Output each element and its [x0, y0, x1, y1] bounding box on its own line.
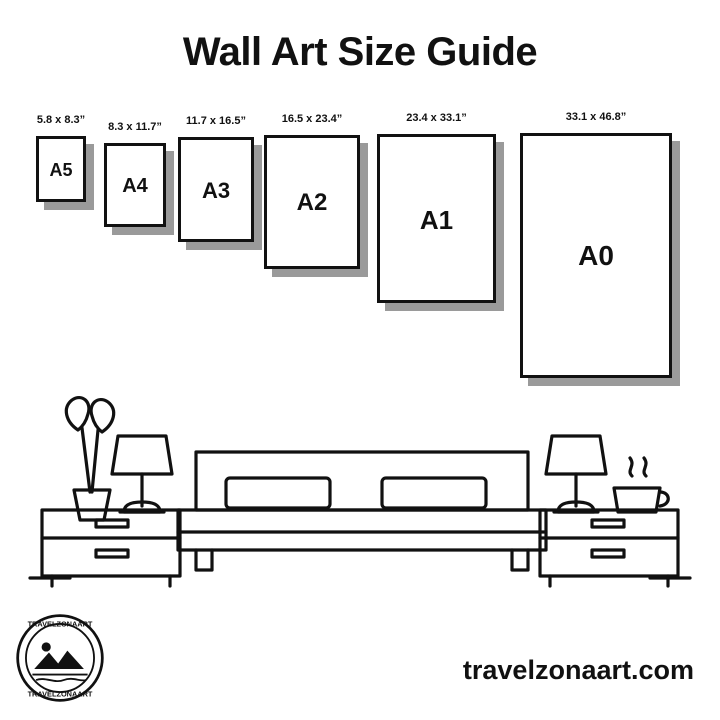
frame-outline	[36, 136, 86, 202]
left-nightstand	[42, 510, 180, 586]
frame-size-name: A5	[49, 160, 73, 180]
frame-a2	[264, 113, 360, 277]
frame-outline	[520, 133, 672, 378]
frame-dimension-label: 33.1 x 46.8”	[565, 111, 627, 123]
frame-dimension-label: 8.3 x 11.7”	[108, 121, 162, 133]
frame-dimension-label: 16.5 x 23.4”	[281, 113, 343, 125]
brand-logo	[14, 612, 106, 704]
frame-outline	[377, 134, 496, 303]
left-table-lamp	[112, 436, 172, 512]
frame-size-name: A3	[201, 178, 231, 203]
logo-text-top: TRAVELZONAART	[27, 619, 93, 629]
bed	[178, 452, 546, 570]
frame-a0	[520, 111, 672, 386]
right-table-lamp	[546, 436, 606, 512]
frame-a4	[104, 121, 166, 235]
page-title: Wall Art Size Guide	[182, 30, 538, 74]
frame-dimension-label: 5.8 x 8.3”	[36, 114, 86, 126]
plant-vase	[66, 398, 113, 520]
website-url: travelzonaart.com	[462, 655, 694, 685]
logo-text-bottom: TRAVELZONAART	[27, 689, 93, 699]
frame-a3	[178, 115, 254, 250]
frame-size-name: A4	[122, 175, 148, 197]
frame-dimension-label: 23.4 x 33.1”	[406, 112, 467, 124]
frame-outline	[178, 137, 254, 242]
bedroom-illustration	[0, 370, 720, 610]
frame-size-name: A2	[296, 189, 328, 216]
coffee-cup	[614, 458, 668, 512]
right-nightstand	[540, 510, 678, 586]
frame-size-name: A1	[419, 205, 454, 235]
frame-a1	[377, 112, 496, 311]
frame-size-name: A0	[578, 240, 614, 271]
frame-a5	[36, 114, 86, 210]
frame-outline	[104, 143, 166, 227]
frame-outline	[264, 135, 360, 269]
frame-dimension-label: 11.7 x 16.5”	[186, 115, 246, 127]
